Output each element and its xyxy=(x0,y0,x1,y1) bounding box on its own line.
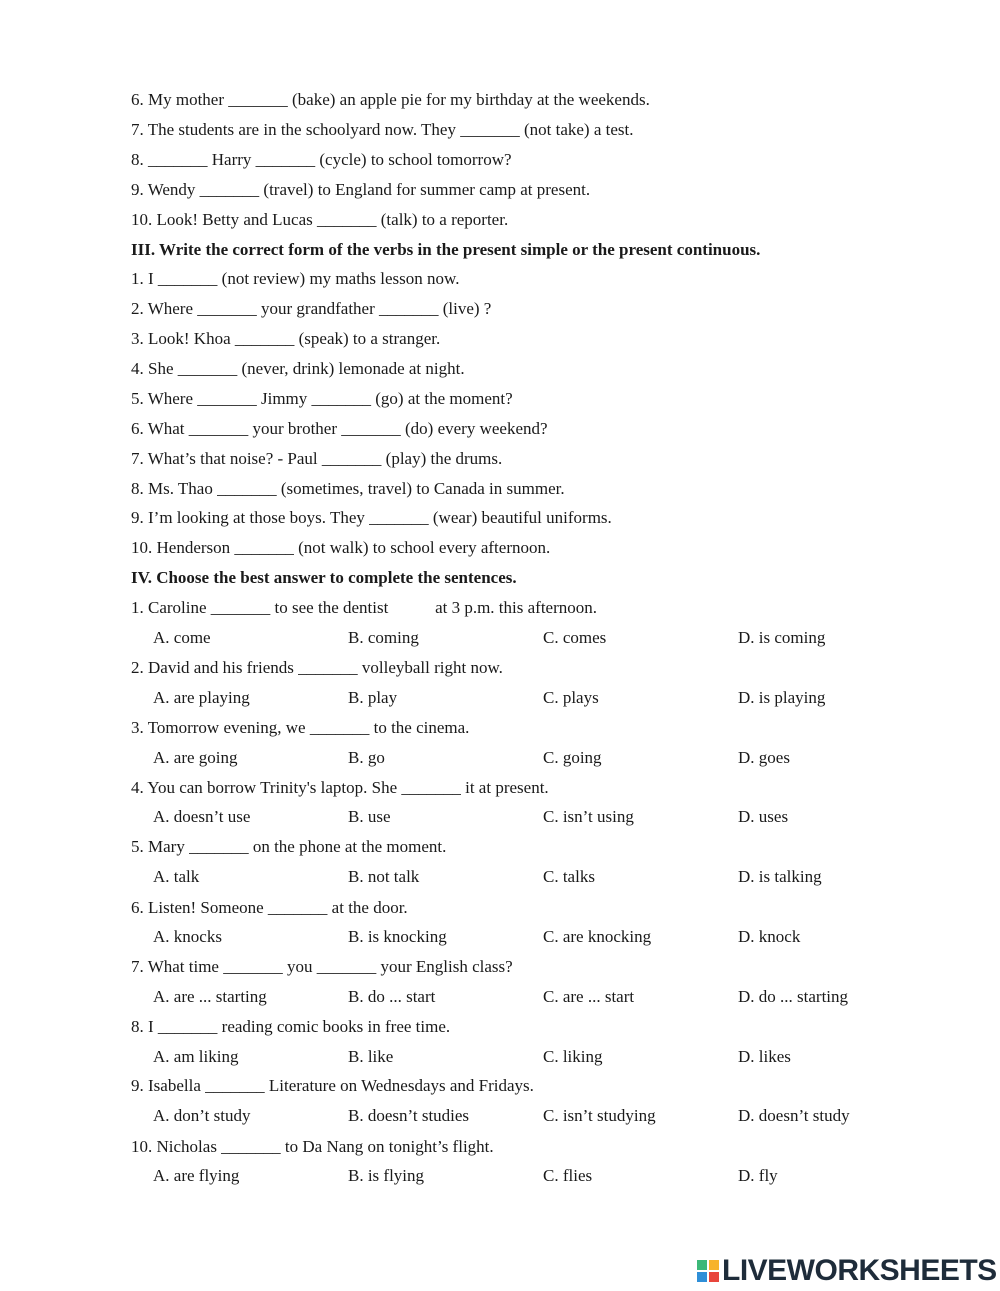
answer-option-a[interactable]: A. are ... starting xyxy=(153,987,267,1006)
logo-tile xyxy=(709,1272,719,1282)
answer-option-b[interactable]: B. go xyxy=(348,748,385,767)
answer-option-a[interactable]: A. don’t study xyxy=(153,1106,251,1125)
answer-option-b[interactable]: B. coming xyxy=(348,628,419,647)
exercise-line: 10. Henderson _______ (not walk) to school every afternoon. xyxy=(131,538,551,557)
answer-option-d[interactable]: D. is coming xyxy=(738,628,826,647)
answer-option-d[interactable]: D. uses xyxy=(738,807,789,826)
answer-option-b[interactable]: B. doesn’t studies xyxy=(348,1106,470,1125)
answer-option-c[interactable]: C. isn’t studying xyxy=(543,1106,656,1125)
exercise-line: 9. Wendy _______ (travel) to England for summer camp at present. xyxy=(131,180,591,199)
question-text: 3. Tomorrow evening, we _______ to the cinema. xyxy=(131,718,470,737)
answer-option-c[interactable]: C. liking xyxy=(543,1047,603,1066)
liveworksheets-logo[interactable] xyxy=(697,1256,997,1286)
exercise-line: 1. I _______ (not review) my maths lesson now. xyxy=(131,269,460,288)
answer-option-c[interactable]: C. going xyxy=(543,748,602,767)
answer-option-d[interactable]: D. do ... starting xyxy=(738,987,849,1006)
answer-option-b[interactable]: B. is flying xyxy=(348,1166,425,1185)
question-text: 4. You can borrow Trinity's laptop. She _______ it at present. xyxy=(131,778,549,797)
answer-option-c[interactable]: C. flies xyxy=(543,1166,593,1185)
exercise-line: 8. Ms. Thao _______ (sometimes, travel) to Canada in summer. xyxy=(131,479,565,498)
answer-option-b[interactable]: B. play xyxy=(348,688,398,707)
answer-option-d[interactable]: D. doesn’t study xyxy=(738,1106,850,1125)
answer-option-c[interactable]: C. plays xyxy=(543,688,599,707)
answer-option-b[interactable]: B. is knocking xyxy=(348,927,447,946)
exercise-line: 10. Look! Betty and Lucas _______ (talk) to a reporter. xyxy=(131,210,509,229)
answer-option-d[interactable]: D. fly xyxy=(738,1166,778,1185)
question-text: 9. Isabella _______ Literature on Wednesdays and Fridays. xyxy=(131,1076,534,1095)
exercise-line: 4. She _______ (never, drink) lemonade at night. xyxy=(131,359,465,378)
answer-option-a[interactable]: A. am liking xyxy=(153,1047,239,1066)
exercise-line: 5. Where _______ Jimmy _______ (go) at the moment? xyxy=(131,389,513,408)
answer-option-a[interactable]: A. knocks xyxy=(153,927,222,946)
answer-option-d[interactable]: D. knock xyxy=(738,927,801,946)
answer-option-d[interactable]: D. goes xyxy=(738,748,790,767)
exercise-line: 2. Where _______ your grandfather _______ (live) ? xyxy=(131,299,492,318)
answer-option-d[interactable]: D. is playing xyxy=(738,688,826,707)
exercise-line: 7. What’s that noise? - Paul _______ (play) the drums. xyxy=(131,449,503,468)
logo-tile xyxy=(697,1272,707,1282)
answer-option-d[interactable]: D. likes xyxy=(738,1047,791,1066)
answer-option-a[interactable]: A. doesn’t use xyxy=(153,807,251,826)
logo-tiles-icon xyxy=(697,1260,719,1282)
exercise-line: 8. _______ Harry _______ (cycle) to school tomorrow? xyxy=(131,150,512,169)
answer-option-b[interactable]: B. like xyxy=(348,1047,394,1066)
question-text: 5. Mary _______ on the phone at the moment. xyxy=(131,837,447,856)
answer-option-a[interactable]: A. talk xyxy=(153,867,200,886)
exercise-line: 7. The students are in the schoolyard now. They _______ (not take) a test. xyxy=(131,120,634,139)
answer-option-a[interactable]: A. are playing xyxy=(153,688,250,707)
exercise-line: 9. I’m looking at those boys. They _______ (wear) beautiful uniforms. xyxy=(131,508,612,527)
logo-text: LIVEWORKSHEETS xyxy=(722,1254,997,1287)
exercise-line: 6. What _______ your brother _______ (do) every weekend? xyxy=(131,419,548,438)
question-text: 2. David and his friends _______ volleyball right now. xyxy=(131,658,503,677)
section-4-heading: IV. Choose the best answer to complete the sentences. xyxy=(131,568,517,587)
answer-option-c[interactable]: C. are ... start xyxy=(543,987,635,1006)
section-3-heading: III. Write the correct form of the verbs in the present simple or the present continuous. xyxy=(131,240,761,259)
question-text: 8. I _______ reading comic books in free time. xyxy=(131,1017,451,1036)
question-text: 10. Nicholas _______ to Da Nang on tonight’s flight. xyxy=(131,1137,494,1156)
logo-tile xyxy=(697,1260,707,1270)
answer-option-a[interactable]: A. are flying xyxy=(153,1166,240,1185)
answer-option-c[interactable]: C. comes xyxy=(543,628,607,647)
question-text: 7. What time _______ you _______ your English class? xyxy=(131,957,513,976)
answer-option-a[interactable]: A. come xyxy=(153,628,211,647)
answer-option-b[interactable]: B. do ... start xyxy=(348,987,436,1006)
question-text: 6. Listen! Someone _______ at the door. xyxy=(131,898,408,917)
logo-tile xyxy=(709,1260,719,1270)
answer-option-c[interactable]: C. isn’t using xyxy=(543,807,634,826)
answer-option-b[interactable]: B. use xyxy=(348,807,391,826)
exercise-line: 6. My mother _______ (bake) an apple pie for my birthday at the weekends. xyxy=(131,90,650,109)
answer-option-c[interactable]: C. are knocking xyxy=(543,927,652,946)
answer-option-a[interactable]: A. are going xyxy=(153,748,238,767)
answer-option-d[interactable]: D. is talking xyxy=(738,867,822,886)
exercise-line: 3. Look! Khoa _______ (speak) to a stranger. xyxy=(131,329,441,348)
answer-option-b[interactable]: B. not talk xyxy=(348,867,420,886)
question-text: 1. Caroline _______ to see the dentist at 3 p.m. this afternoon. xyxy=(131,598,598,617)
answer-option-c[interactable]: C. talks xyxy=(543,867,595,886)
